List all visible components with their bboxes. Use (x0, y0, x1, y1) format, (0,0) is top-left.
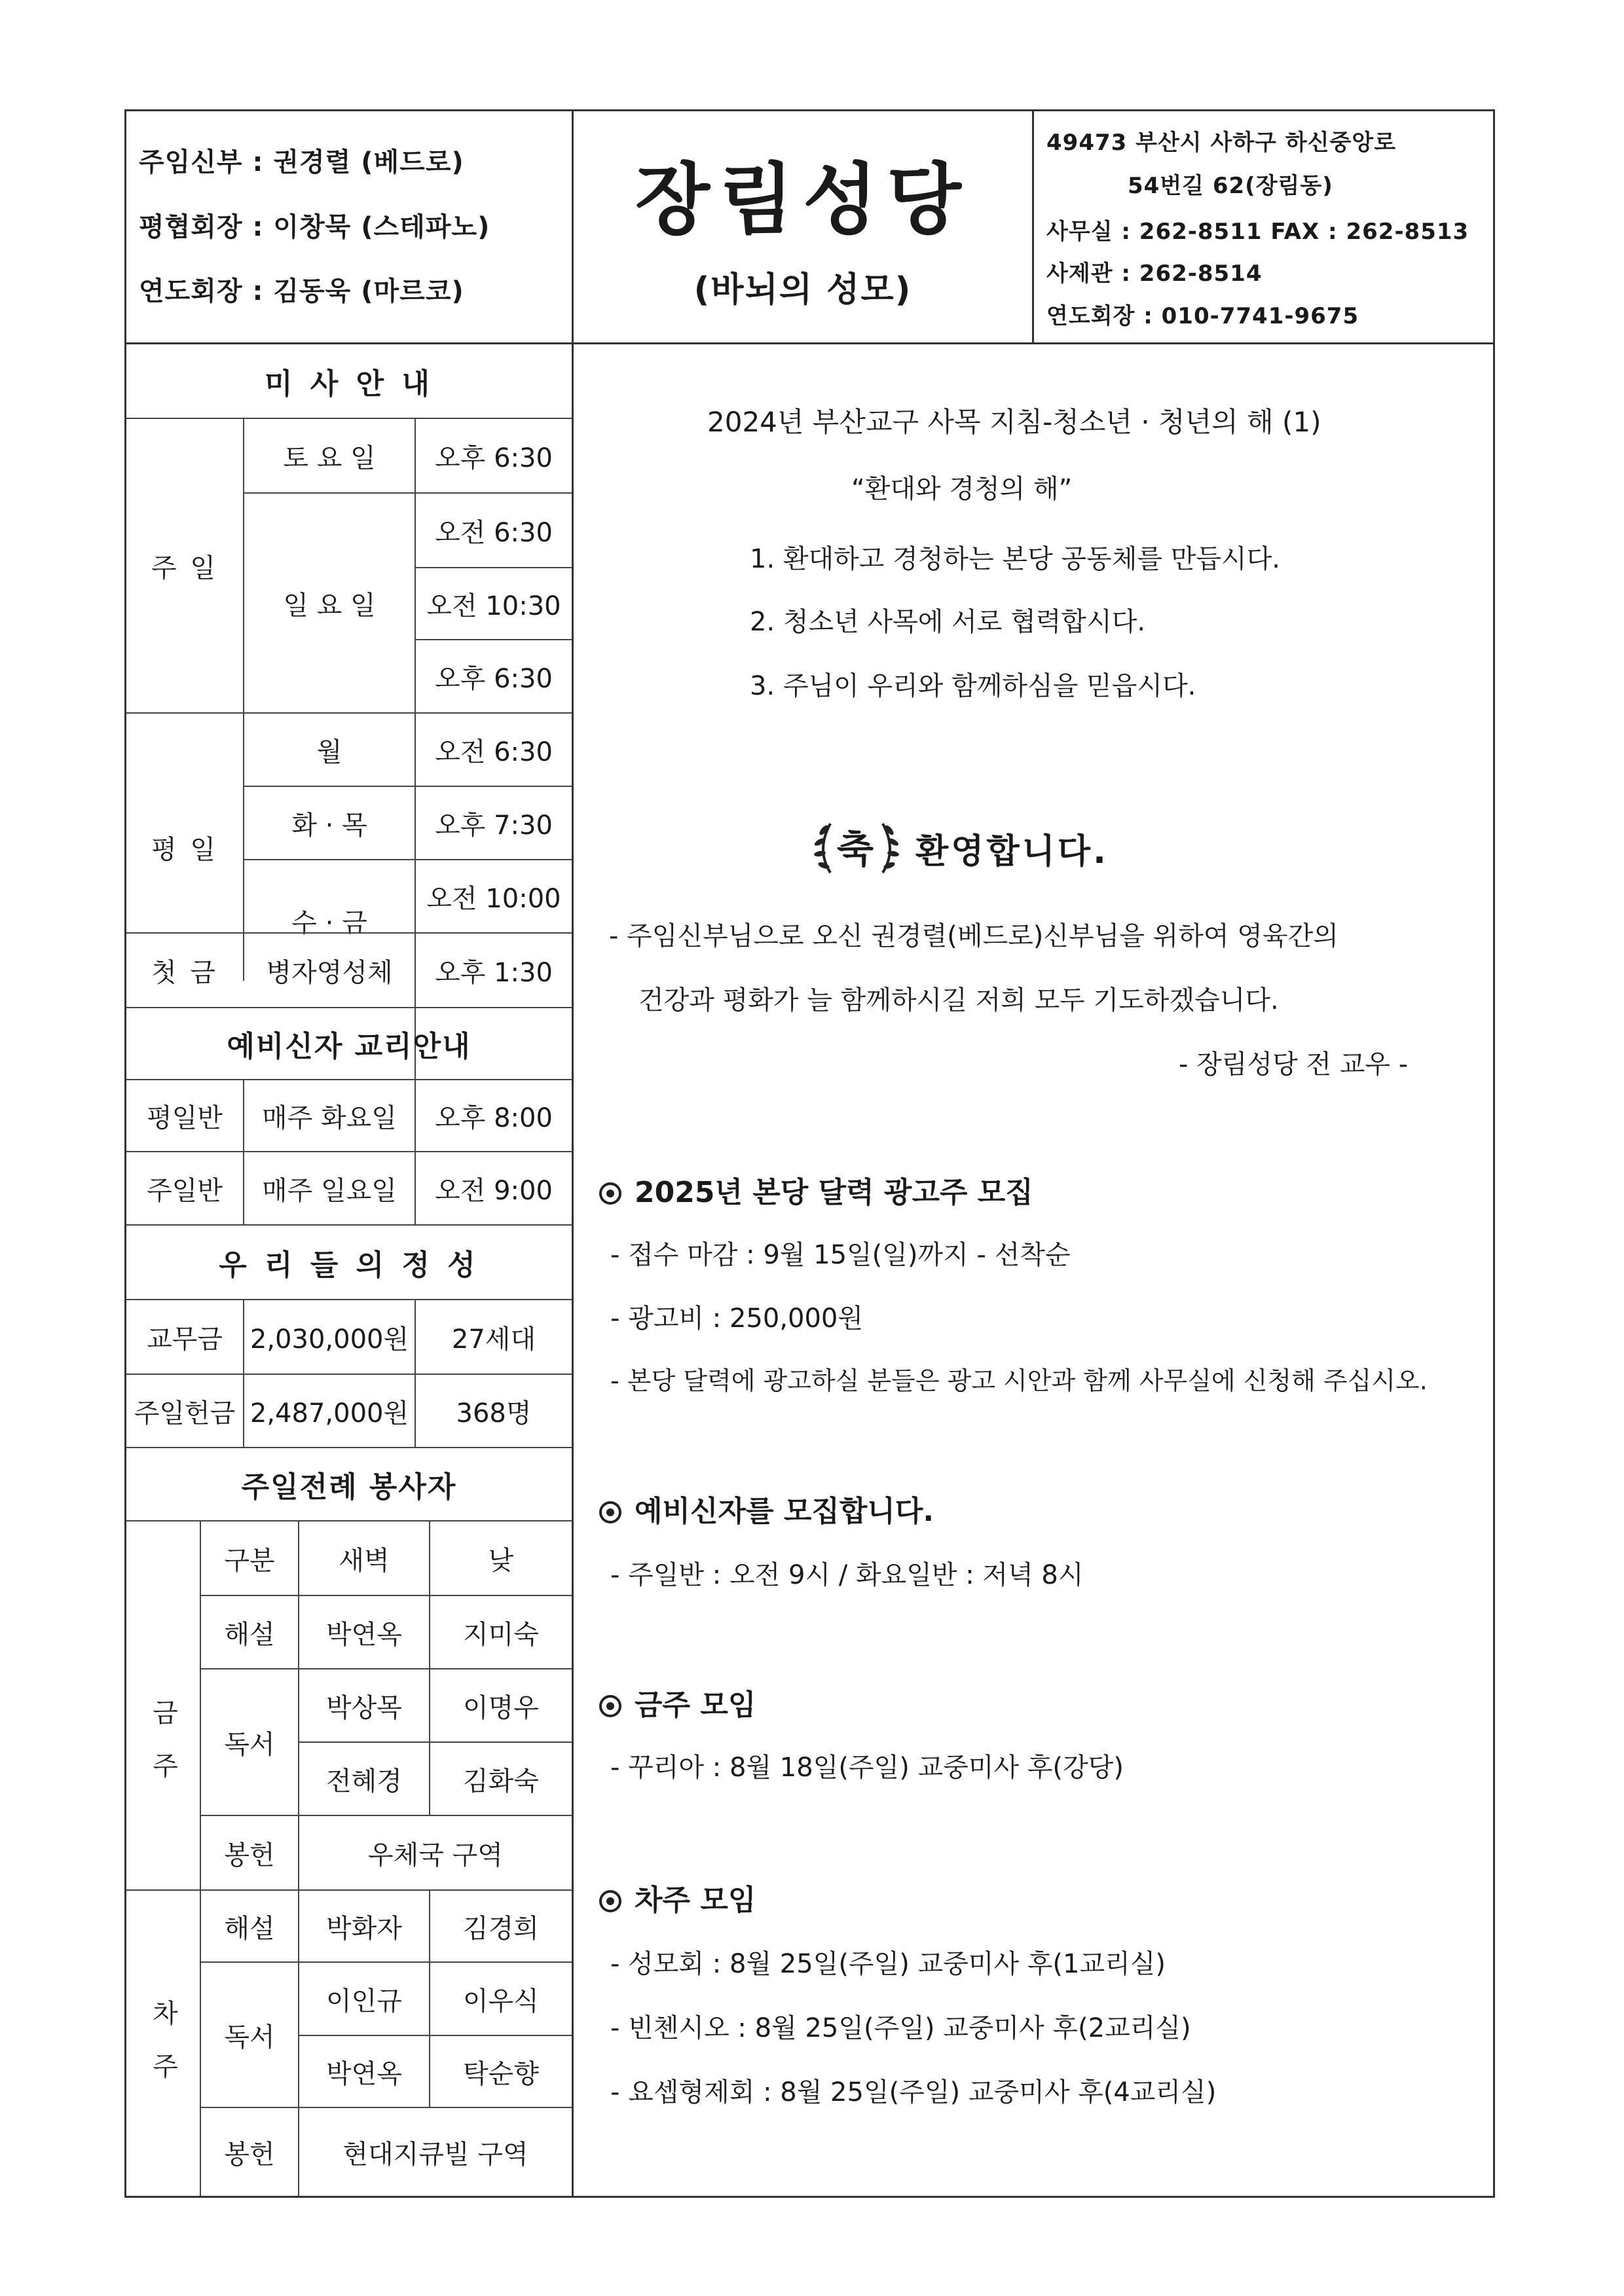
pastoral-quote: “환대와 경청의 해” (851, 474, 1073, 504)
elder-president: 연도회장 : 김동욱 (마르코) (139, 276, 464, 306)
offering-sunday-amount: 2,487,000원 (249, 1398, 409, 1429)
weekday-label: 평 일 (151, 834, 218, 865)
sunday-time-1: 오전 6:30 (435, 517, 553, 548)
this-commentary-label: 해설 (224, 1619, 275, 1650)
next-reading1-day: 이우식 (463, 1986, 539, 2016)
next-week-meeting-line-1: - 성모회 : 8월 25일(주일) 교중미사 후(1교리실) (610, 1949, 1166, 1979)
sunday-time-2: 오전 10:30 (426, 591, 561, 621)
first-friday-label: 첫 금 (151, 957, 218, 988)
catechism-sunday: 주일반 (147, 1175, 223, 1206)
council-president: 평협회장 : 이창묵 (스테파노) (139, 212, 490, 242)
catechism-weekday: 평일반 (147, 1102, 223, 1133)
sick-communion-label: 병자영성체 (266, 957, 393, 988)
next-reading-label: 독서 (224, 2022, 275, 2052)
this-reading2-day: 김화숙 (463, 1766, 539, 1796)
tue-thu-label: 화 · 목 (291, 810, 367, 841)
this-reading2-dawn: 전혜경 (326, 1766, 402, 1796)
next-week-label (126, 1891, 200, 2196)
catechumen-heading (599, 1487, 934, 1529)
offering-parish-label: 교무금 (147, 1324, 223, 1355)
this-week-text: 금 주 (148, 1698, 178, 1787)
this-week-label (126, 1596, 200, 1889)
calendar-heading (599, 1169, 1033, 1211)
ministers-col-day: 낮 (488, 1545, 514, 1576)
rectory-phone: 사제관 : 262-8514 (1046, 261, 1263, 287)
welcome-line-1: - 주임신부님으로 오신 권경렬(베드로)신부님을 위하여 영육간의 (609, 921, 1338, 951)
welcome-heading: 환영합니다. (915, 832, 1109, 871)
offering-sunday-label: 주일헌금 (134, 1398, 236, 1429)
next-reading2-dawn: 박연옥 (326, 2058, 402, 2089)
bullet-icon (599, 1501, 621, 1523)
offering-heading: 우 리 들 의 정 성 (219, 1248, 479, 1282)
this-reading1-dawn: 박상목 (326, 1692, 402, 1723)
this-reading1-day: 이명우 (463, 1692, 539, 1723)
office-phone: 사무실 : 262-8511 FAX : 262-8513 (1046, 219, 1469, 245)
next-week-meeting-line-2: - 빈첸시오 : 8월 25일(주일) 교중미사 후(2교리실) (610, 2013, 1191, 2043)
next-commentary-label: 해설 (224, 1913, 275, 1944)
bullet-icon (599, 1695, 621, 1717)
this-commentary-dawn: 박연옥 (326, 1619, 402, 1650)
monday-label: 월 (316, 737, 342, 767)
this-week-meeting-heading-text: 금주 모임 (635, 1688, 756, 1722)
catechism-sunday-time: 오전 9:00 (435, 1175, 553, 1206)
next-reading2-day: 탁순향 (463, 2058, 539, 2089)
calendar-line-2: - 광고비 : 250,000원 (610, 1303, 864, 1334)
this-offertory-label: 봉헌 (224, 1840, 275, 1870)
catechumen-heading-text: 예비신자를 모집합니다. (635, 1495, 934, 1528)
pastor-name: 주임신부 : 권경렬 (베드로) (139, 147, 464, 177)
next-week-text: 차 주 (148, 1999, 178, 2088)
parish-title: 장림성당 (635, 155, 970, 245)
pastoral-item-2: 2. 청소년 사목에 서로 협력합시다. (750, 607, 1146, 637)
sunday-label: 주 일 (151, 553, 218, 583)
wed-fri-time: 오전 10:00 (426, 883, 561, 914)
calendar-line-3: - 본당 달력에 광고하실 분들은 광고 시안과 함께 사무실에 신청해 주십시오. (610, 1366, 1428, 1395)
next-offertory-label: 봉헌 (224, 2139, 275, 2170)
bullet-icon (599, 1890, 621, 1912)
monday-time: 오전 6:30 (435, 737, 553, 767)
catechism-weekday-time: 오후 8:00 (435, 1102, 553, 1133)
next-week-meeting-heading (599, 1876, 756, 1918)
ministers-col-dawn: 새벽 (339, 1545, 390, 1576)
this-offertory-group: 우체국 구역 (299, 1816, 572, 1889)
first-friday-time: 오후 1:30 (435, 957, 553, 988)
address-line-1: 49473 부산시 사하구 하신중앙로 (1046, 130, 1397, 156)
pastoral-item-1: 1. 환대하고 경청하는 본당 공동체를 만듭시다. (750, 544, 1280, 574)
bullet-icon (599, 1182, 621, 1205)
tue-thu-time: 오후 7:30 (435, 810, 553, 841)
elder-phone: 연도회장 : 010-7741-9675 (1046, 303, 1359, 329)
pastoral-title: 2024년 부산교구 사목 지침-청소년 · 청년의 해 (1) (707, 406, 1321, 438)
pastoral-item-3: 3. 주님이 우리와 함께하심을 믿읍시다. (750, 671, 1196, 701)
next-reading1-dawn: 이인규 (326, 1986, 402, 2016)
saturday-time: 오후 6:30 (435, 443, 553, 473)
offering-parish-amount: 2,030,000원 (249, 1324, 409, 1355)
column-divider (572, 109, 574, 2198)
catechism-heading: 예비신자 교리안내 (227, 1030, 471, 1063)
sunday-day-label: 일 요 일 (283, 590, 376, 621)
sunday-time-3: 오후 6:30 (435, 663, 553, 694)
parish-subtitle: (바뇌의 성모) (693, 270, 912, 310)
address-line-2: 54번길 62(장림동) (1128, 173, 1333, 199)
next-week-meeting-heading-text: 차주 모임 (635, 1884, 756, 1917)
this-week-meeting-heading (599, 1681, 756, 1723)
this-reading-label: 독서 (224, 1729, 275, 1760)
header-right-divider (1032, 109, 1034, 342)
welcome-badge: 축 (837, 827, 874, 871)
calendar-heading-text: 2025년 본당 달력 광고주 모집 (635, 1176, 1033, 1209)
catechism-weekday-day: 매주 화요일 (262, 1102, 397, 1133)
ministers-heading: 주일전례 봉사자 (241, 1470, 457, 1504)
next-commentary-day: 김경희 (463, 1913, 539, 1944)
catechumen-line-1: - 주일반 : 오전 9시 / 화요일반 : 저녁 8시 (610, 1560, 1084, 1590)
this-commentary-day: 지미숙 (463, 1619, 539, 1650)
offering-sunday-count: 368명 (456, 1398, 532, 1429)
welcome-sign: - 장림성당 전 교우 - (1179, 1049, 1409, 1080)
saturday-label: 토 요 일 (283, 443, 376, 473)
catechism-sunday-day: 매주 일요일 (262, 1175, 397, 1206)
wed-fri-label: 수 · 금 (291, 907, 367, 938)
next-offertory-group: 현대지큐빌 구역 (342, 2139, 528, 2170)
next-week-meeting-line-3: - 요셉형제회 : 8월 25일(주일) 교중미사 후(4교리실) (610, 2077, 1217, 2107)
calendar-line-1: - 접수 마감 : 9월 15일(일)까지 - 선착순 (610, 1240, 1071, 1270)
welcome-line-2: 건강과 평화가 늘 함께하시길 저희 모두 기도하겠습니다. (638, 985, 1279, 1015)
offering-parish-count: 27세대 (451, 1324, 536, 1355)
this-week-meeting-line-1: - 꾸리아 : 8월 18일(주일) 교중미사 후(강당) (610, 1753, 1124, 1783)
ministers-col-type: 구분 (224, 1545, 275, 1576)
mass-heading: 미 사 안 내 (265, 367, 434, 401)
next-commentary-dawn: 박화자 (326, 1913, 402, 1944)
